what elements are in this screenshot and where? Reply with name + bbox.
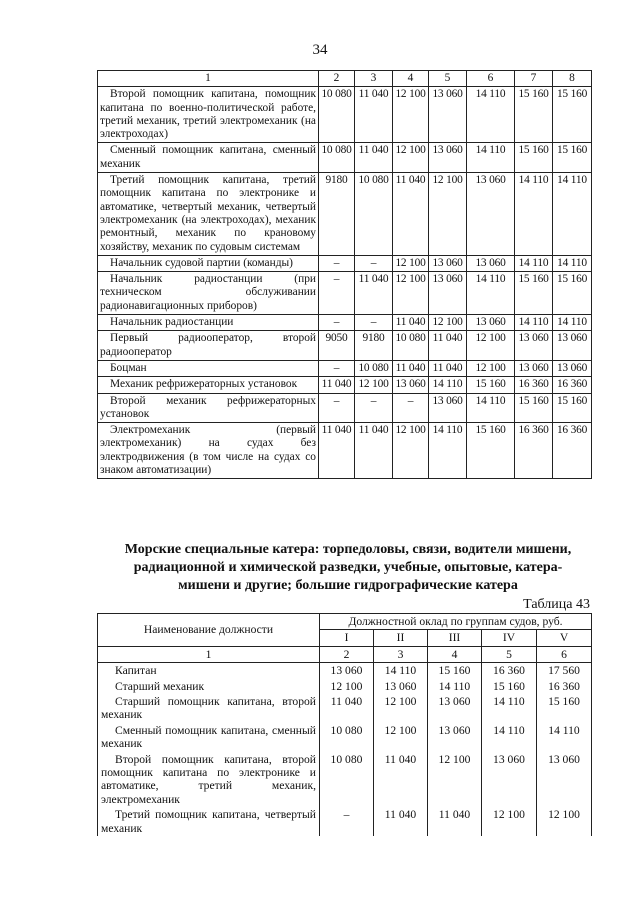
salary-value: 10 080 bbox=[319, 87, 355, 143]
salary-value: 13 060 bbox=[537, 752, 592, 808]
salary-value: 15 160 bbox=[467, 423, 515, 479]
table-row bbox=[98, 393, 592, 423]
salary-value: – bbox=[355, 255, 393, 271]
group-label: III bbox=[428, 630, 482, 646]
salary-value: 15 160 bbox=[482, 679, 537, 694]
salary-value: 15 160 bbox=[515, 272, 553, 315]
salary-value: 15 160 bbox=[553, 393, 592, 423]
position-name: Второй механик рефрижераторных установок bbox=[98, 393, 319, 423]
position-name: Электромеханик (первый электромеханик) на судах без электродвижения (в том числе на судах со знаком автоматизации) bbox=[98, 423, 319, 479]
column-number: 5 bbox=[429, 71, 467, 87]
salary-value: 16 360 bbox=[553, 423, 592, 479]
salary-value: 15 160 bbox=[467, 377, 515, 393]
salary-value: 14 110 bbox=[553, 315, 592, 331]
salary-value: 11 040 bbox=[355, 87, 393, 143]
column-number: 3 bbox=[374, 646, 428, 662]
salary-value: 12 100 bbox=[467, 331, 515, 361]
salary-value: 17 560 bbox=[537, 663, 592, 679]
salary-value: 9180 bbox=[319, 173, 355, 256]
salary-value: 11 040 bbox=[429, 331, 467, 361]
table-row bbox=[98, 87, 592, 143]
salary-value: – bbox=[393, 393, 429, 423]
position-name: Капитан bbox=[98, 663, 320, 679]
salary-value: 12 100 bbox=[320, 679, 374, 694]
salary-value: – bbox=[319, 360, 355, 376]
salary-value: 11 040 bbox=[355, 272, 393, 315]
column-number: 5 bbox=[482, 646, 537, 662]
salary-value: 13 060 bbox=[515, 360, 553, 376]
salary-table-continued bbox=[97, 70, 592, 479]
column-number: 6 bbox=[467, 71, 515, 87]
salary-value: 13 060 bbox=[429, 255, 467, 271]
salary-value: 16 360 bbox=[553, 377, 592, 393]
salary-value: – bbox=[355, 315, 393, 331]
salary-value: – bbox=[355, 393, 393, 423]
table-row bbox=[98, 423, 592, 479]
salary-value: 14 110 bbox=[374, 663, 428, 679]
position-name: Третий помощник капитана, четвертый механик bbox=[98, 807, 320, 836]
salary-value: 9050 bbox=[319, 331, 355, 361]
table-row bbox=[98, 723, 592, 752]
salary-value: 15 160 bbox=[515, 393, 553, 423]
salary-value: 15 160 bbox=[553, 272, 592, 315]
salary-value: 12 100 bbox=[393, 87, 429, 143]
salary-value: – bbox=[319, 272, 355, 315]
salary-value: 11 040 bbox=[393, 315, 429, 331]
salary-value: 10 080 bbox=[319, 143, 355, 173]
page-number: 34 bbox=[312, 42, 328, 58]
salary-value: 13 060 bbox=[429, 143, 467, 173]
table2-header-row-numbers bbox=[98, 646, 592, 662]
salary-value: 11 040 bbox=[320, 694, 374, 723]
salary-value: 13 060 bbox=[553, 331, 592, 361]
salary-value: 14 110 bbox=[482, 723, 537, 752]
table-row bbox=[98, 331, 592, 361]
salary-value: 13 060 bbox=[515, 331, 553, 361]
table-row bbox=[98, 752, 592, 808]
salary-value: 14 110 bbox=[429, 377, 467, 393]
salary-value: 11 040 bbox=[428, 807, 482, 836]
table1-header-row bbox=[98, 71, 592, 87]
salary-value: 12 100 bbox=[355, 377, 393, 393]
salary-value: 14 110 bbox=[429, 423, 467, 479]
salary-value: 14 110 bbox=[467, 143, 515, 173]
salary-value: 14 110 bbox=[553, 173, 592, 256]
position-name: Боцман bbox=[98, 360, 319, 376]
column-number: 1 bbox=[98, 71, 319, 87]
salary-value: 14 110 bbox=[428, 679, 482, 694]
salary-value: 13 060 bbox=[393, 377, 429, 393]
salary-value: 13 060 bbox=[429, 272, 467, 315]
salary-value: 13 060 bbox=[467, 315, 515, 331]
salary-value: 10 080 bbox=[393, 331, 429, 361]
salary-value: 11 040 bbox=[374, 807, 428, 836]
column-number: 4 bbox=[393, 71, 429, 87]
position-name: Второй помощник капитана, второй помощник капитана по электронике и автоматике, третий механик, электромеханик bbox=[98, 752, 320, 808]
salary-value: 12 100 bbox=[467, 360, 515, 376]
salary-value: 15 160 bbox=[515, 87, 553, 143]
column-number: 2 bbox=[319, 71, 355, 87]
column-number: 4 bbox=[428, 646, 482, 662]
salary-value: 11 040 bbox=[393, 360, 429, 376]
salary-value: 11 040 bbox=[355, 423, 393, 479]
group-label: II bbox=[374, 630, 428, 646]
salary-value: 13 060 bbox=[428, 694, 482, 723]
salary-value: 12 100 bbox=[482, 807, 537, 836]
table-row bbox=[98, 377, 592, 393]
salary-value: – bbox=[319, 315, 355, 331]
salary-value: 12 100 bbox=[393, 143, 429, 173]
salary-value: 13 060 bbox=[482, 752, 537, 808]
column-number: 8 bbox=[553, 71, 592, 87]
salary-value: 12 100 bbox=[374, 694, 428, 723]
position-name: Начальник радиостанции (при техническом обслуживании радионавигационных приборов) bbox=[98, 272, 319, 315]
salary-value: 12 100 bbox=[537, 807, 592, 836]
salary-table-43 bbox=[97, 613, 592, 836]
salary-value: 15 160 bbox=[553, 87, 592, 143]
position-name: Первый радиооператор, второй радиооператор bbox=[98, 331, 319, 361]
salary-value: 16 360 bbox=[537, 679, 592, 694]
table-row bbox=[98, 143, 592, 173]
position-name: Старший помощник капитана, второй механик bbox=[98, 694, 320, 723]
table-row bbox=[98, 679, 592, 694]
table-row bbox=[98, 255, 592, 271]
salary-value: 13 060 bbox=[467, 255, 515, 271]
header-salary-by-group: Должностной оклад по группам судов, руб. bbox=[320, 614, 592, 630]
salary-value: 13 060 bbox=[429, 393, 467, 423]
group-label: V bbox=[537, 630, 592, 646]
column-number: 2 bbox=[320, 646, 374, 662]
table-row bbox=[98, 663, 592, 679]
salary-value: 14 110 bbox=[515, 315, 553, 331]
salary-value: 14 110 bbox=[515, 173, 553, 256]
salary-value: 12 100 bbox=[393, 423, 429, 479]
table-row bbox=[98, 694, 592, 723]
column-number: 3 bbox=[355, 71, 393, 87]
position-name: Старший механик bbox=[98, 679, 320, 694]
salary-value: 11 040 bbox=[355, 143, 393, 173]
section-heading: Морские специальные катера: торпедоловы, связи, водители мишени, радиационной и химической разведки, учебные, опытовые, катера-мишени и другие; большие гидрографические катера bbox=[124, 542, 572, 593]
salary-value: 13 060 bbox=[374, 679, 428, 694]
salary-value: 10 080 bbox=[355, 173, 393, 256]
salary-value: 15 160 bbox=[515, 143, 553, 173]
table-row bbox=[98, 272, 592, 315]
salary-value: 15 160 bbox=[428, 663, 482, 679]
salary-value: 13 060 bbox=[320, 663, 374, 679]
salary-value: 12 100 bbox=[393, 272, 429, 315]
salary-value: 13 060 bbox=[467, 173, 515, 256]
header-position-name: Наименование должности bbox=[98, 614, 320, 647]
position-name: Механик рефрижераторных установок bbox=[98, 377, 319, 393]
salary-value: 11 040 bbox=[319, 423, 355, 479]
salary-value: 12 100 bbox=[428, 752, 482, 808]
salary-value: 14 110 bbox=[467, 393, 515, 423]
salary-value: 11 040 bbox=[429, 360, 467, 376]
group-label: IV bbox=[482, 630, 537, 646]
column-number: 1 bbox=[98, 646, 320, 662]
table-caption: Таблица 43 bbox=[523, 597, 590, 612]
salary-value: 15 160 bbox=[553, 143, 592, 173]
salary-value: 16 360 bbox=[515, 423, 553, 479]
salary-value: – bbox=[319, 255, 355, 271]
table-row bbox=[98, 360, 592, 376]
position-name: Второй помощник капитана, помощник капитана по военно-политической работе, третий механик, третий электромеханик (на электроходах) bbox=[98, 87, 319, 143]
salary-value: 11 040 bbox=[374, 752, 428, 808]
salary-value: 11 040 bbox=[393, 173, 429, 256]
salary-value: 14 110 bbox=[515, 255, 553, 271]
salary-value: 16 360 bbox=[482, 663, 537, 679]
salary-value: 10 080 bbox=[320, 723, 374, 752]
salary-value: 13 060 bbox=[429, 87, 467, 143]
position-name: Сменный помощник капитана, сменный механик bbox=[98, 723, 320, 752]
column-number: 7 bbox=[515, 71, 553, 87]
salary-value: 12 100 bbox=[429, 173, 467, 256]
table-row bbox=[98, 807, 592, 836]
salary-value: 12 100 bbox=[374, 723, 428, 752]
salary-value: 16 360 bbox=[515, 377, 553, 393]
position-name: Начальник судовой партии (команды) bbox=[98, 255, 319, 271]
salary-value: 14 110 bbox=[482, 694, 537, 723]
salary-value: – bbox=[319, 393, 355, 423]
salary-value: 12 100 bbox=[393, 255, 429, 271]
table-row bbox=[98, 315, 592, 331]
salary-value: 14 110 bbox=[553, 255, 592, 271]
salary-value: 10 080 bbox=[355, 360, 393, 376]
salary-value: 14 110 bbox=[467, 272, 515, 315]
salary-value: 12 100 bbox=[429, 315, 467, 331]
position-name: Третий помощник капитана, третий помощник капитана по электронике и автоматике, четвертый механик, четвертый электромеханик (на электроходах), механик ремонтный, механик по крановому хозяйству, механик по судовым системам bbox=[98, 173, 319, 256]
table2-header-row-1 bbox=[98, 614, 592, 630]
salary-value: 10 080 bbox=[320, 752, 374, 808]
table-row bbox=[98, 173, 592, 256]
column-number: 6 bbox=[537, 646, 592, 662]
salary-value: 13 060 bbox=[428, 723, 482, 752]
position-name: Сменный помощник капитана, сменный механик bbox=[98, 143, 319, 173]
salary-value: 9180 bbox=[355, 331, 393, 361]
group-label: I bbox=[320, 630, 374, 646]
salary-value: 11 040 bbox=[319, 377, 355, 393]
salary-value: – bbox=[320, 807, 374, 836]
salary-value: 14 110 bbox=[537, 723, 592, 752]
salary-value: 15 160 bbox=[537, 694, 592, 723]
salary-value: 13 060 bbox=[553, 360, 592, 376]
position-name: Начальник радиостанции bbox=[98, 315, 319, 331]
salary-value: 14 110 bbox=[467, 87, 515, 143]
